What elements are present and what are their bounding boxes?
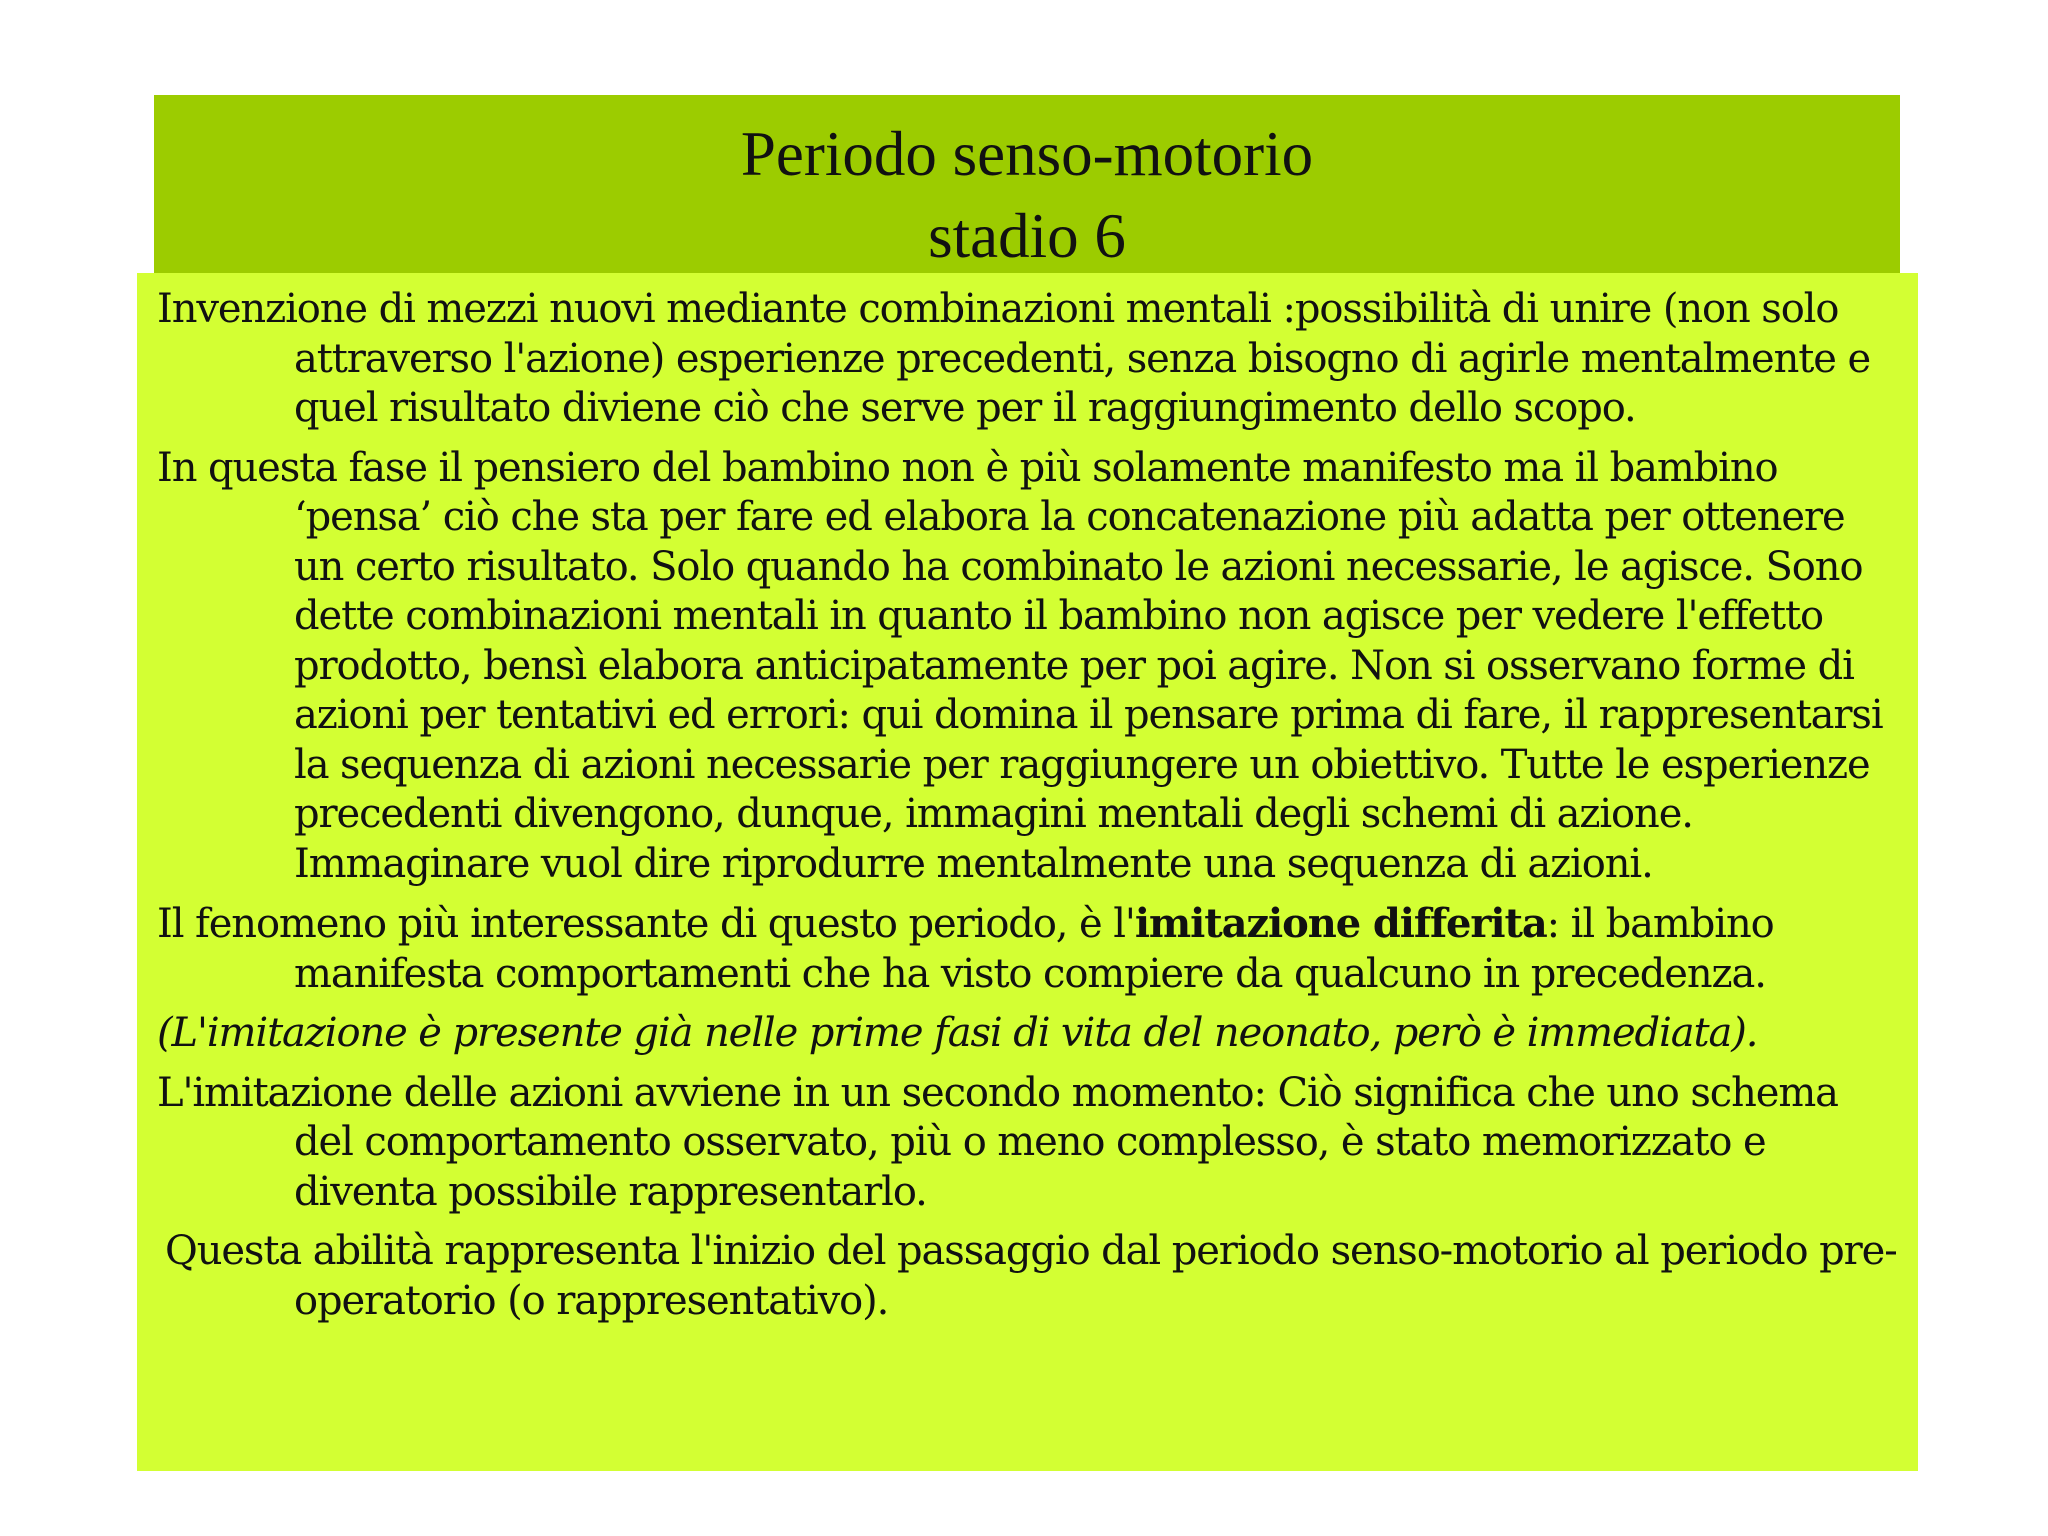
slide-title: [154, 113, 1900, 277]
slide-title-line-1: Periodo senso-motorio: [740, 119, 1314, 189]
paragraph-immediate-imitation-note: (L'imitazione è presente già nelle prime fasi di vita del neonato, però è immediata).: [157, 1010, 1758, 1056]
paragraph-invention: Invenzione di mezzi nuovi mediante combinazioni mentali :possibilità di unire (non solo attraverso l'azione) esperienze precedenti, senza bisogno di agirle mentalmente e quel risultato diviene ciò che serve per il raggiungimento dello scopo.: [157, 286, 1871, 431]
deferred-imitation-text-before: Il fenomeno più interessante di questo periodo, è l': [157, 901, 1135, 947]
paragraph-delayed-action: L'imitazione delle azioni avviene in un secondo momento: Ciò significa che uno schema del comportamento osservato, più o meno complesso, è stato memorizzato e diventa possibile rappresentarlo.: [157, 1069, 1838, 1215]
deferred-imitation-text-after: : il bambino manifesta comportamenti che ha visto compiere da qualcuno in precedenza.: [294, 901, 1774, 997]
paragraph-mental-combinations: In questa fase il pensiero del bambino non è più solamente manifesto ma il bambino ‘pensa’ ciò che sta per fare ed elabora la concatenazione più adatta per ottenere un certo risultato. Solo quando ha combinato le azioni necessarie, le agisce. Sono dette combinazioni mentali in quanto il bambino non agisce per vedere l'effetto prodotto, bensì elabora anticipatamente per poi agire. Non si osservano forme di azioni per tentativi ed errori: qui domina il pensare prima di fare, il rappresentarsi la sequenza di azioni necessarie per raggiungere un obiettivo. Tutte le esperienze precedenti divengono, dunque, immagini mentali degli schemi di azione. Immaginare vuol dire riprodurre mentalmente una sequenza di azioni.: [157, 444, 1883, 887]
title-banner: [154, 95, 1900, 275]
paragraph-transition: Questa abilità rappresenta l'inizio del passaggio dal periodo senso-motorio al periodo pre-operatorio (o rappresentativo).: [165, 1228, 1897, 1324]
slide-body: [157, 285, 1899, 1336]
slide-title-line-2: stadio 6: [928, 201, 1126, 271]
deferred-imitation-term: imitazione differita: [1134, 900, 1547, 947]
content-panel: [137, 273, 1918, 1471]
paragraph-deferred-imitation: [157, 899, 1899, 999]
